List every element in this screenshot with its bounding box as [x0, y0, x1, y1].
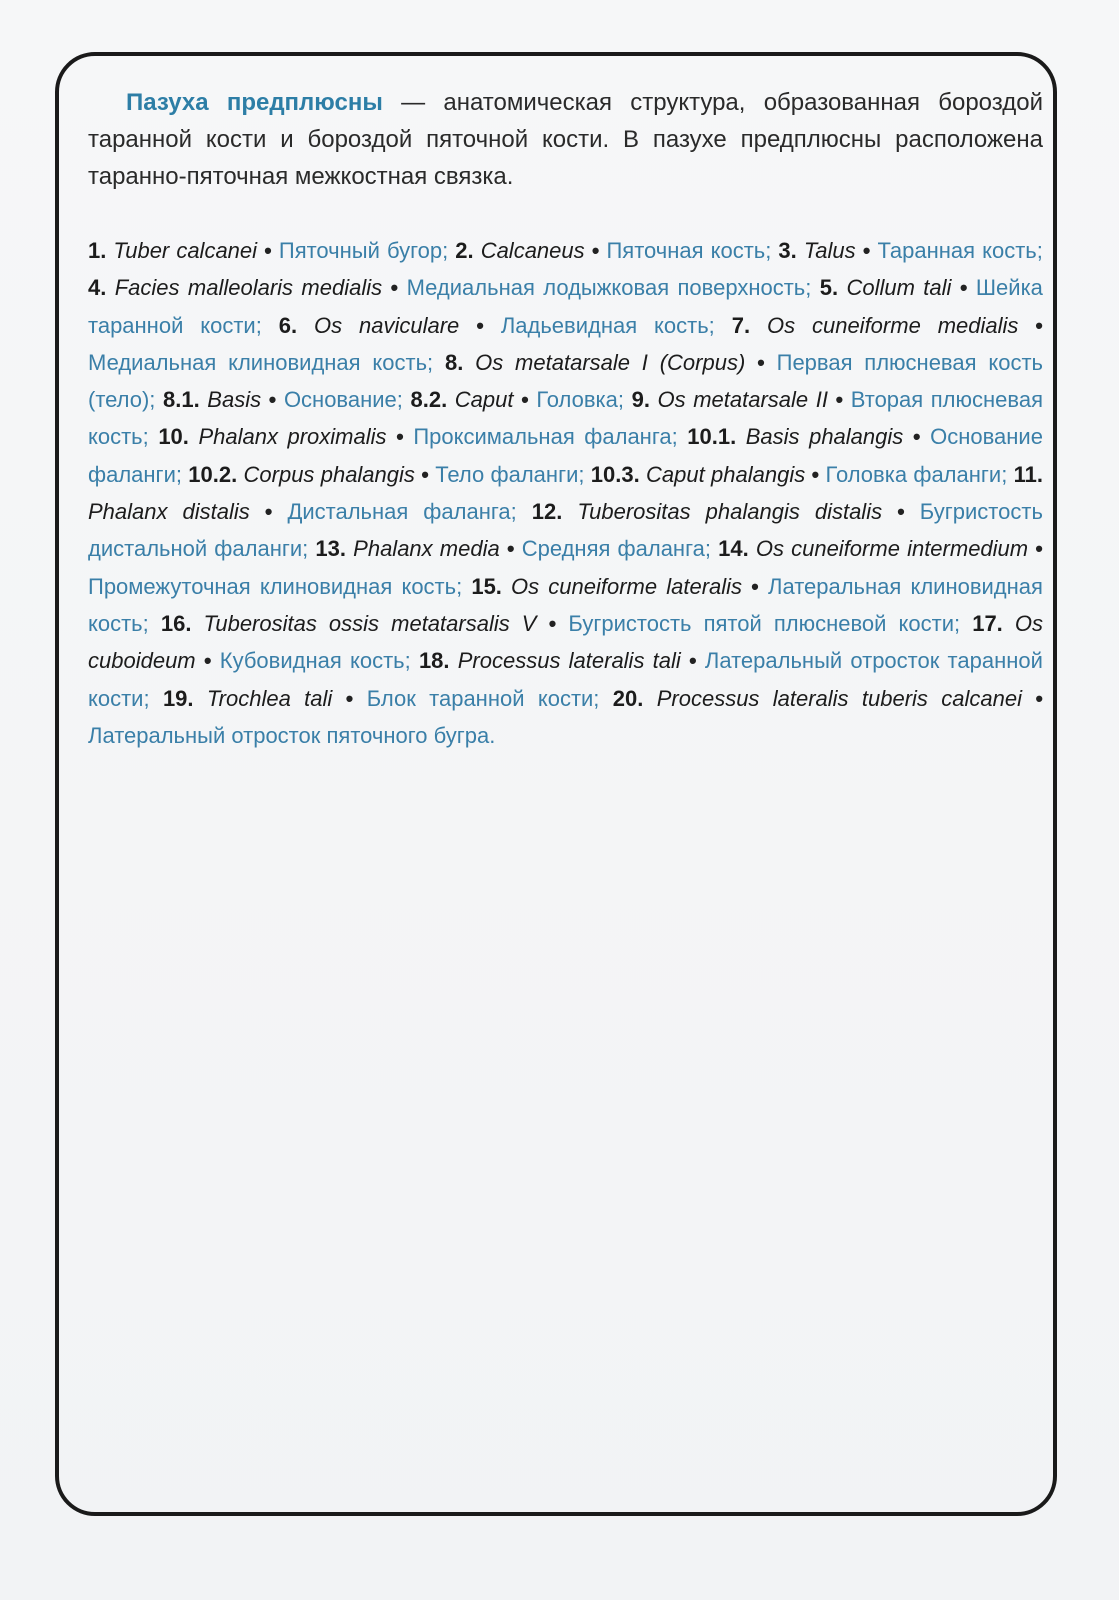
legend-entry-russian: Основание;	[283, 387, 403, 413]
legend-entry-number: 18.	[418, 648, 450, 674]
legend-entry-latin: Caput	[454, 387, 514, 413]
legend-entry-latin: Phalanx media	[353, 536, 500, 562]
legend-entry-russian: Ладьевидная кость;	[500, 312, 715, 338]
legend-entry-latin: Tuberositas ossis metatarsalis V	[203, 610, 537, 636]
legend-entry-russian: Тело фаланги;	[435, 461, 585, 487]
legend-entry	[161, 611, 960, 636]
legend-entry-latin: Processus lateralis tuberis calcanei	[656, 685, 1022, 711]
legend-entry	[778, 238, 1042, 263]
legend-entry-number: 6.	[278, 312, 298, 338]
legend-bullet: •	[912, 424, 921, 450]
legend-entry-number: 10.1.	[687, 424, 737, 450]
legend-bullet: •	[757, 349, 765, 375]
legend-entry-russian: Бугристость пятой плюсневой кости;	[568, 610, 961, 636]
legend-entry-russian: Бугристость дистальной фаланги;	[88, 499, 1043, 562]
legend-entry-latin: Os cuneiforme medialis	[766, 312, 1019, 338]
legend-bullet: •	[506, 536, 515, 562]
legend-bullet: •	[835, 387, 844, 413]
legend-bullet: •	[751, 573, 759, 599]
legend-entry-latin: Facies malleolaris medialis	[114, 275, 383, 301]
legend-bullet: •	[1035, 685, 1044, 711]
legend-entry-russian: Вторая плюсневая кость;	[88, 387, 1043, 450]
legend-entry-latin: Caput phalangis	[646, 461, 806, 487]
legend-entry-number: 8.1.	[163, 387, 200, 413]
legend-entry-number: 20.	[612, 685, 644, 711]
legend-entry-number: 10.	[158, 424, 189, 450]
intro-text: анатомическая структура, образованная бороздой таранной кости и бороздой пяточной кости. В пазухе предплюсны расположена таранно-пяточная межкостная связка.	[88, 89, 1043, 190]
legend-entry	[188, 462, 584, 487]
legend-entry-number: 1.	[88, 238, 107, 263]
legend-entry-latin: Basis phalangis	[745, 424, 904, 450]
legend-entry-russian: Шейка таранной кости;	[88, 275, 1043, 338]
legend-entry-latin: Os cuneiforme lateralis	[511, 573, 743, 599]
legend-entry-russian: Кубовидная кость;	[219, 648, 411, 674]
legend-entry-russian: Дистальная фаланга;	[287, 499, 517, 525]
legend-bullet: •	[421, 461, 429, 487]
legend-entry-russian: Латеральный отросток пяточного бугра.	[88, 722, 496, 748]
legend-entry-russian: Блок таранной кости;	[366, 685, 600, 711]
legend-entry-number: 10.2.	[188, 461, 238, 487]
legend-entry-number: 12.	[531, 499, 563, 525]
legend-entry-number: 13.	[315, 536, 347, 562]
legend-entry-russian: Промежуточная клиновидная кость;	[88, 573, 463, 599]
legend-bullet: •	[862, 238, 871, 263]
legend-entry-russian: Первая плюсневая кость (тело);	[88, 349, 1043, 413]
legend-bullet: •	[811, 461, 820, 487]
intro-term: Пазуха предплюсны	[126, 89, 383, 116]
legend-bullet: •	[476, 312, 484, 338]
legend-entry-number: 9.	[631, 387, 650, 413]
legend-entry-russian: Основание фаланги;	[88, 424, 1043, 487]
legend-entry-number: 7.	[731, 312, 751, 338]
legend-entry-latin: Corpus phalangis	[243, 461, 415, 487]
legend-entry-latin: Os metatarsale I (Corpus)	[475, 349, 746, 375]
legend-bullet: •	[203, 648, 212, 674]
legend-entry-latin: Tuberositas phalangis distalis	[577, 499, 883, 525]
legend-bullet: •	[688, 648, 697, 674]
legend-entry-number: 2.	[455, 238, 474, 263]
legend-bullet: •	[268, 387, 277, 413]
legend-entry-number: 4.	[88, 275, 107, 301]
legend-bullet: •	[897, 499, 905, 525]
legend-bullet: •	[959, 275, 968, 301]
legend-entry-latin: Collum tali	[846, 275, 952, 301]
legend-entry-latin: Calcaneus	[480, 238, 585, 263]
legend-entry	[163, 387, 403, 412]
legend-entry-number: 10.3.	[590, 461, 640, 487]
legend-bullet: •	[521, 387, 529, 413]
legend-bullet: •	[1035, 312, 1043, 338]
legend-entry-latin: Os cuneiforme intermedium	[755, 536, 1029, 562]
legend-entry	[88, 275, 811, 300]
legend-entry-latin: Phalanx distalis	[88, 499, 250, 525]
legend-bullet: •	[591, 238, 600, 263]
legend-entry	[591, 462, 1008, 487]
legend-bullet: •	[390, 275, 399, 301]
legend-entry-number: 8.	[444, 349, 464, 375]
legend-entry	[279, 313, 715, 338]
legend-entry-latin: Tuber calcanei	[113, 238, 258, 263]
legend-entry-russian: Головка;	[536, 387, 624, 413]
legend-entry-latin: Os naviculare	[314, 312, 460, 338]
legend-entry-russian: Пяточный бугор;	[278, 238, 449, 263]
legend-entry-latin: Phalanx proximalis	[198, 424, 387, 450]
legend-entry-latin: Os metatarsale II	[657, 387, 828, 413]
legend-entry-number: 19.	[162, 685, 194, 711]
legend-entry	[163, 686, 600, 711]
legend-bullet: •	[264, 499, 273, 525]
legend-entry-russian: Латеральная клиновидная кость;	[88, 573, 1043, 636]
legend-entry-russian: Головка фаланги;	[825, 461, 1008, 487]
legend-entry-number: 15.	[471, 573, 502, 599]
legend-bullet: •	[1035, 536, 1043, 562]
legend-entry-latin: Talus	[803, 238, 856, 263]
legend-entry	[315, 536, 711, 561]
legend-bullet: •	[345, 685, 354, 711]
legend-entry-latin: Trochlea tali	[206, 685, 333, 711]
intro-paragraph	[88, 84, 1043, 195]
legend-bullet: •	[264, 238, 272, 263]
legend-entry-russian: Таранная кость;	[877, 238, 1043, 263]
anatomy-legend	[88, 232, 1043, 754]
legend-entry-latin: Os cuboideum	[88, 610, 1044, 674]
legend-entry-number: 8.2.	[410, 387, 448, 413]
legend-entry	[158, 424, 677, 449]
legend-entry-number: 3.	[778, 238, 797, 263]
legend-bullet: •	[396, 424, 404, 450]
legend-entry	[88, 238, 448, 263]
intro-dash: —	[382, 89, 444, 116]
legend-entry-russian: Средняя фаланга;	[521, 536, 711, 562]
legend-entry-number: 11.	[1013, 461, 1043, 487]
legend-entry	[455, 238, 771, 263]
legend-entry-number: 5.	[819, 275, 839, 301]
legend-bullet: •	[548, 610, 557, 636]
legend-entry-russian: Медиальная клиновидная кость;	[88, 349, 434, 375]
legend-entry-russian: Проксимальная фаланга;	[413, 424, 678, 450]
legend-entry-russian: Пяточная кость;	[606, 238, 772, 263]
legend-entry-latin: Processus lateralis tali	[457, 648, 681, 674]
legend-entry-number: 16.	[160, 610, 192, 636]
legend-entry-russian: Латеральный отросток таранной кости;	[88, 648, 1043, 711]
legend-entry-latin: Basis	[207, 387, 262, 413]
legend-entry	[410, 387, 624, 412]
legend-entry-number: 17.	[972, 610, 1003, 636]
legend-entry-number: 14.	[718, 536, 749, 562]
legend-entry-russian: Медиальная лодыжковая поверхность;	[406, 275, 812, 301]
